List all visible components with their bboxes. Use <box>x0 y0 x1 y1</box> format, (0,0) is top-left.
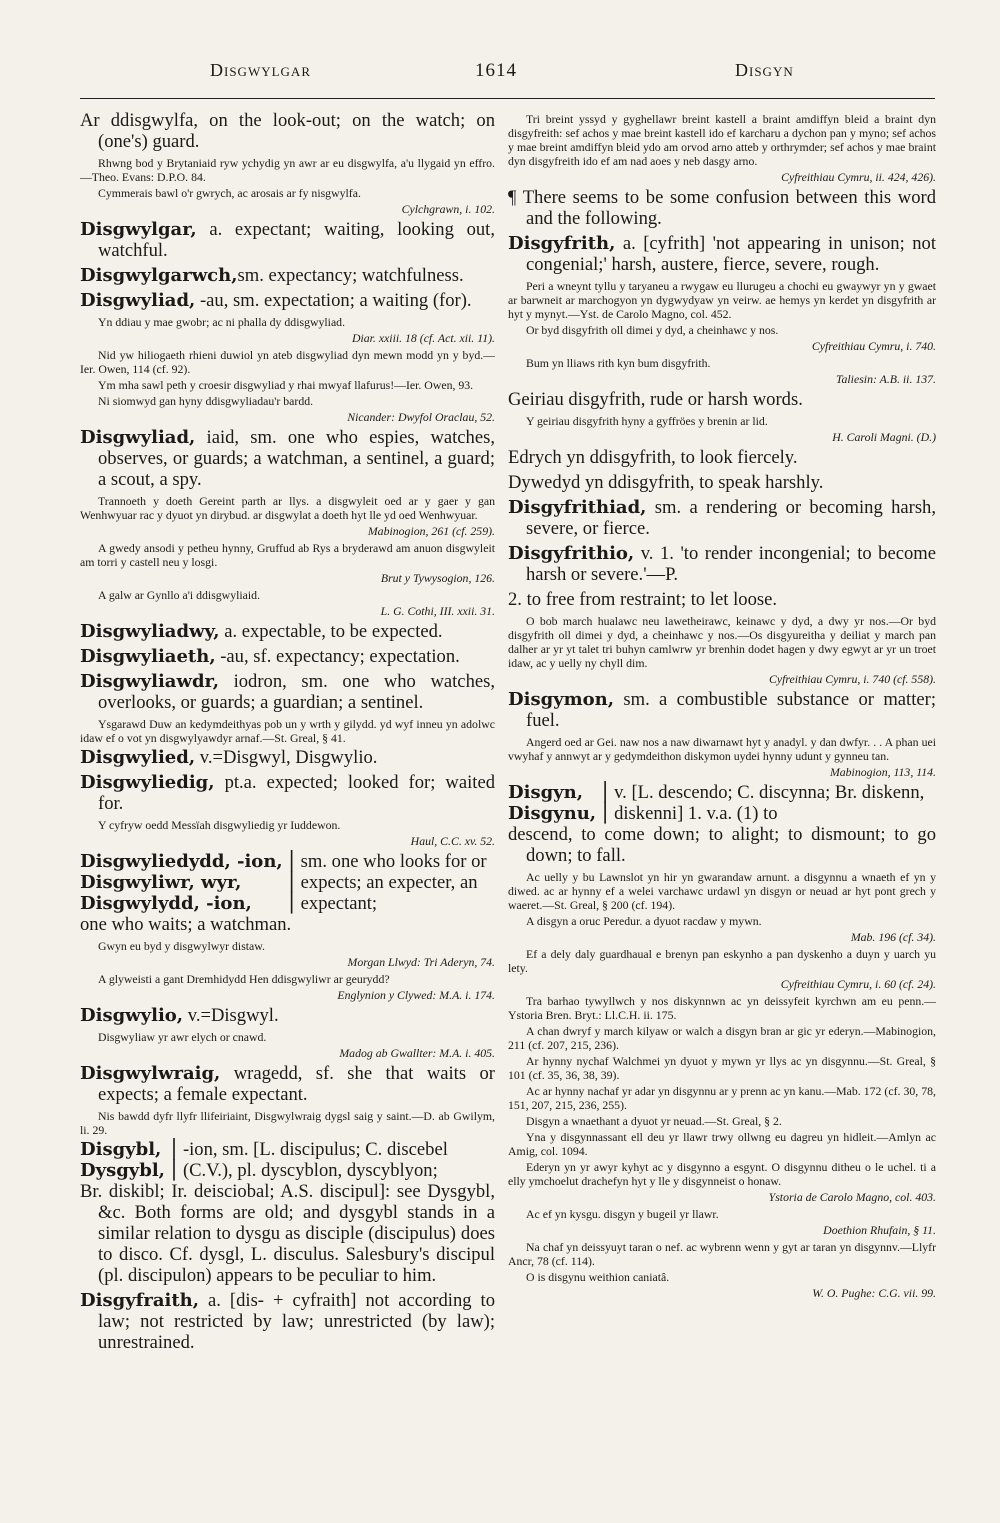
page-number: 1614 <box>475 60 517 81</box>
grouping-brace: ⎪ ⎪ ⎪ <box>284 851 299 913</box>
citation-source: Mabinogion, 261 (cf. 259). <box>367 524 495 538</box>
dictionary-entry <box>80 772 495 814</box>
dictionary-entry <box>508 543 936 585</box>
citation-quote: Yn ddiau y mae gwobr; ac ni phalla dy ddisgwyliad. <box>98 315 346 329</box>
citation-quote: Angerd oed ar Gei. naw nos a naw diwarnawt hyt y anadyl. y dan dwfyr. . . A phan uei vwyhaf y annwyt ar y gedymdeithon diskymon uydei hynny udunt y gynneu tan. <box>508 735 936 763</box>
headword: Disgwyliad, <box>80 427 196 448</box>
citation-source: Taliesin: A.B. ii. 137. <box>836 372 936 386</box>
headword: Disgwyliedydd, -ion, <box>80 851 283 872</box>
citation-source: L. G. Cothi, III. xxii. 31. <box>380 604 495 618</box>
citation-source: Cyfreithiau Cymru, i. 740 (cf. 558). <box>769 672 936 686</box>
entry-definition: v. [L. descendo; C. discynna; Br. diskenn, diskenni] 1. v.a. (1) to <box>614 782 925 824</box>
entry-definition: sm. a combustible substance or matter; fuel. <box>526 689 936 731</box>
entry-definition: iaid, sm. one who espies, watches, observes, or guards; a watchman, a sentinel, a guard; a scout, a spy. <box>98 427 495 490</box>
header-right-guideword: Disgyn <box>735 60 794 80</box>
headword: Disgynu, <box>508 803 597 824</box>
headword: Dysgybl, <box>80 1160 165 1181</box>
grouped-entry <box>508 782 936 824</box>
headword: Disgyn, <box>508 782 583 803</box>
entry-definition: wragedd, sf. she that waits or expects; a female expectant. <box>98 1063 495 1105</box>
citation-quote: A disgyn a oruc Peredur. a dyuot racdaw y mywn. <box>526 914 762 928</box>
grouped-headwords <box>508 782 596 824</box>
headword: Disgwylwraig, <box>80 1063 221 1084</box>
dictionary-entry <box>80 621 495 642</box>
dictionary-entry <box>508 187 936 229</box>
running-head <box>60 60 940 90</box>
citation-quote: Or byd disgyfrith oll dimei y dyd, a cheinhawc y nos. <box>526 323 779 337</box>
grouped-entry <box>80 851 495 914</box>
dictionary-entry <box>508 589 936 610</box>
headword: Disgwylydd, -ion, <box>80 893 252 914</box>
citation-quote: Trannoeth y doeth Gereint parth ar llys. a disgwyleit oed ar y gaer y gan Wenhwyuar rac y dyuot yn dirybud. ar disgwylat a doeth hyt lle yd oed Wenhwyuar. <box>80 494 495 522</box>
right-column <box>508 110 936 1470</box>
grouping-brace: ⎪ ⎪ <box>598 782 612 823</box>
entry-definition: Edrych yn ddisgyfrith, to look fiercely. <box>508 447 798 468</box>
citation-source: Ystoria de Carolo Magno, col. 403. <box>768 1190 936 1204</box>
entry-definition: a. [cyfrith] 'not appearing in unison; not congenial;' harsh, austere, fierce, severe, rough. <box>526 233 936 275</box>
headword: Disgwyliadwy, <box>80 621 220 642</box>
citation-quote: Nis bawdd dyfr llyfr llifeiriaint, Disgwylwraig dygsl saig y saint.—D. ab Gwilym, li. 29. <box>80 1109 495 1137</box>
citation-quote: O is disgynu weithion caniatâ. <box>526 1270 670 1284</box>
citation-quote: Nid yw hiliogaeth rhieni duwiol yn ateb disgwyliad dyn mewn modd yn y byd.—Ier. Owen, 114 (cf. 92). <box>80 348 495 376</box>
entry-definition: a. expectable, to be expected. <box>219 621 443 642</box>
citation-quote: Cymmerais bawl o'r gwrych, ac arosais ar fy nisgwylfa. <box>98 186 361 200</box>
citation-source: H. Caroli Magni. (D.) <box>832 430 936 444</box>
citation-quote: Ysgarawd Duw an kedymdeithyas pob un y wrth y gilydd. yd wyf inneu yn adolwc idaw ef o vot yn disgwylyawdyr arnaf.—St. Greal, § 41. <box>80 717 495 745</box>
citation-quote: Ar hynny nychaf Walchmei yn dyuot y mywn yr llys ac yn disgynnu.—St. Greal, § 101 (cf. 35, 36, 38, 39). <box>508 1054 936 1082</box>
dictionary-entry <box>508 389 936 410</box>
dictionary-entry <box>80 1181 495 1286</box>
citation-quote: Peri a wneynt tyllu y taryaneu a rwygaw eu llurugeu a chochi eu gwaywyr yn y gwaet ar barwneit ar marchogyon yn dygwydyaw yn veirw. ae hemys yn kerdet yn disgyfrith ar hyt y mynyt.—Yst. de Carolo Magno, col. 452. <box>508 279 936 321</box>
entry-definition: 2. to free from restraint; to let loose. <box>508 589 778 610</box>
headword: Disgwyliaeth, <box>80 646 216 667</box>
dictionary-entry <box>508 472 936 493</box>
grouping-brace: ⎪ ⎪ <box>167 1139 181 1180</box>
headword: Disgwyliedig, <box>80 772 215 793</box>
headword: Disgyfraith, <box>80 1290 200 1311</box>
headword: Disgybl, <box>80 1139 162 1160</box>
dictionary-entry <box>80 110 495 152</box>
citation-source: Brut y Tywysogion, 126. <box>380 571 495 585</box>
entry-definition: pt.a. expected; looked for; waited for. <box>98 772 495 814</box>
entry-definition: a. expectant; waiting, looking out, watchful. <box>98 219 495 261</box>
citation-source: Nicander: Dwyfol Oraclau, 52. <box>347 410 495 424</box>
citation-quote: Bum yn lliaws rith kyn bum disgyfrith. <box>526 356 711 370</box>
citation-quote: A gwedy ansodi y petheu hynny, Gruffud ab Rys a bryderawd am anuon disgwyleit am torri y castell neu y losgi. <box>80 541 495 569</box>
entry-definition: v. 1. 'to render incongenial; to become harsh or severe.'—P. <box>526 543 936 585</box>
dictionary-entry <box>80 1005 495 1026</box>
left-column <box>80 110 495 1450</box>
grouped-headwords <box>80 851 283 914</box>
entry-definition: v.=Disgwyl, Disgwylio. <box>195 747 378 768</box>
headword: Disgymon, <box>508 689 615 710</box>
dictionary-entry <box>80 747 495 768</box>
citation-quote: Y cyfryw oedd Messïah disgwyliedig yr Iuddewon. <box>98 818 341 832</box>
entry-definition: sm. a rendering or becoming harsh, severe, or fierce. <box>526 497 936 539</box>
headword: Disgwylgar, <box>80 219 197 240</box>
citation-quote: A glyweisti a gant Dremhidydd Hen ddisgwyliwr ar geurydd? <box>98 972 390 986</box>
dictionary-entry <box>80 646 495 667</box>
entry-definition: -ion, sm. [L. discipulus; C. discebel (C.V.), pl. dyscyblon, dyscyblyon; <box>182 1139 448 1181</box>
citation-quote: O bob march hualawc neu lawetheirawc, keinawc y dyd, a dwy yr nos.—Or byd disgyfrith oll dimei y dyd, a cheinhawc y nos.—Os disgyureitha y deiliat y march pan dalher ar yr yt talet tri buhyn camlwrw yr brenhin dodet hagen y dwy egwyt ar yr un troet idaw, ac y uelly ny chyll dim. <box>508 614 936 670</box>
citation-source: Mab. 196 (cf. 34). <box>850 930 936 944</box>
dictionary-entry <box>80 671 495 713</box>
header-left-guideword: Disgwylgar <box>210 60 311 80</box>
citation-quote: Yna y disgynnassant ell deu yr llawr trwy ollwng eu dagreu yn hidleit.—Amlyn ac Amig, col. 1094. <box>508 1130 936 1158</box>
citation-source: Cylchgrawn, i. 102. <box>401 202 495 216</box>
dictionary-entry <box>80 1290 495 1353</box>
citation-source: Haul, C.C. xv. 52. <box>410 834 495 848</box>
headword: Disgwyliawdr, <box>80 671 219 692</box>
citation-source: Cyfreithiau Cymru, ii. 424, 426). <box>781 170 936 184</box>
entry-definition: a. [dis- + cyfraith] not according to law; not restricted by law; unrestricted (by law); unrestrained. <box>98 1290 495 1353</box>
citation-quote: Disgyn a wnaethant a dyuot yr neuad.—St. Greal, § 2. <box>526 1114 782 1128</box>
entry-definition: descend, to come down; to alight; to dismount; to go down; to fall. <box>508 824 936 866</box>
headword: Disgyfrithio, <box>508 543 635 564</box>
citation-quote: A chan dwryf y march kilyaw or walch a disgyn bran ar gic yr ederyn.—Mabinogion, 211 (cf. 207, 215, 236). <box>508 1024 936 1052</box>
headword: Disgwyliwr, wyr, <box>80 872 242 893</box>
citation-quote: Y geiriau disgyfrith hyny a gyffröes y brenin ar lid. <box>526 414 768 428</box>
entry-definition: -au, sf. expectancy; expectation. <box>215 646 460 667</box>
entry-definition: v.=Disgwyl. <box>183 1005 279 1026</box>
dictionary-entry <box>80 290 495 311</box>
dictionary-entry <box>80 265 495 286</box>
headword: Disgyfrithiad, <box>508 497 647 518</box>
citation-source: Doethion Rhufain, § 11. <box>823 1223 936 1237</box>
dictionary-entry <box>508 233 936 275</box>
dictionary-entry <box>80 427 495 490</box>
entry-definition: sm. expectancy; watchfulness. <box>237 265 464 286</box>
entry-definition: ¶ There seems to be some confusion between this word and the following. <box>508 187 936 229</box>
citation-source: Morgan Llwyd: Tri Aderyn, 74. <box>347 955 495 969</box>
citation-quote: Ef a dely daly guardhaual e brenyn pan eskynho a pan dyskenho a duyn y uarch yu lety. <box>508 947 936 975</box>
headword: Disgwylio, <box>80 1005 184 1026</box>
citation-source: Mabinogion, 113, 114. <box>829 765 936 779</box>
citation-source: W. O. Pughe: C.G. vii. 99. <box>812 1286 936 1300</box>
grouped-entry <box>80 1139 495 1181</box>
entry-definition: Geiriau disgyfrith, rude or harsh words. <box>508 389 803 410</box>
citation-quote: Tra barhao tywyllwch y nos diskynnwn ac yn deissyfeit kyrchwn am eu penn.—Ystoria Bren. Bryt.: Ll.C.H. ii. 175. <box>508 994 936 1022</box>
headword: Disgwylgarwch, <box>80 265 238 286</box>
citation-source: Madog ab Gwallter: M.A. i. 405. <box>339 1046 495 1060</box>
headword: Disgwyliad, <box>80 290 196 311</box>
grouped-headwords <box>80 1139 165 1181</box>
dictionary-entry <box>508 497 936 539</box>
dictionary-entry <box>80 914 495 935</box>
citation-quote: Tri breint yssyd y gyghellawr breint kastell a braint amdiffyn bleid a braint dyn disgyfreith: sef achos y mae breint kastell ido ef karcharu a dychon pan y myno; sef achos y mae breint amdiffyn bleid ydo am orvod arno atteb y orthrymder; sef achos y mae braint dyn disgyfreith ido ef am nad aoes y neb dasgy arno. <box>508 112 936 168</box>
entry-definition: sm. one who looks for or expects; an expecter, an expectant; <box>300 851 487 914</box>
citation-quote: Ym mha sawl peth y croesir disgwyliad y rhai mwyaf llafurus!—Ier. Owen, 93. <box>98 378 474 392</box>
entry-definition: Ar ddisgwylfa, on the look-out; on the watch; on (one's) guard. <box>80 110 495 152</box>
citation-quote: A galw ar Gynllo a'i ddisgwyliaid. <box>98 588 261 602</box>
citation-source: Cyfreithiau Cymru, i. 60 (cf. 24). <box>780 977 936 991</box>
citation-quote: Ni siomwyd gan hyny ddisgwyliadau'r bardd. <box>98 394 314 408</box>
citation-source: Diar. xxiii. 18 (cf. Act. xii. 11). <box>351 331 495 345</box>
citation-quote: Ac uelly y bu Lawnslot yn hir yn gwarandaw arnunt. a disgynnu a wnaeth ef yn y diwed. ac ar hynny ef a welei varchawc urdawl yn disgyn or neuad ar hyt pont grech y waeret.—St. Greal, § 200 (cf. 194). <box>508 870 936 912</box>
entry-definition: -au, sm. expectation; a waiting (for). <box>195 290 472 311</box>
citation-quote: Ac ar hynny nachaf yr adar yn disgynnu ar y prenn ac yn kanu.—Mab. 172 (cf. 30, 78, 151, 207, 215, 236, 255). <box>508 1084 936 1112</box>
entry-definition: one who waits; a watchman. <box>80 914 292 935</box>
citation-quote: Rhwng bod y Brytaniaid ryw ychydig yn awr ar eu disgwylfa, a'u llygaid yn effro.—Theo. Evans: D.P.O. 84. <box>80 156 495 184</box>
dictionary-entry <box>508 689 936 731</box>
citation-quote: Ederyn yn yr awyr kyhyt ac y disgynno a esgynt. O disgynnu ditheu o le uchel. ti a elly ymchoelut drachefyn hyt y lle y disgynneist o honaw. <box>508 1160 936 1188</box>
dictionary-entry <box>80 1063 495 1105</box>
citation-quote: Disgwyliaw yr awr elych or cnawd. <box>98 1030 267 1044</box>
headword: Disgwylied, <box>80 747 196 768</box>
header-rule <box>80 98 935 99</box>
citation-quote: Gwyn eu byd y disgwylwyr distaw. <box>98 939 265 953</box>
citation-source: Cyfreithiau Cymru, i. 740. <box>811 339 936 353</box>
entry-definition: Br. diskibl; Ir. deisciobal; A.S. discipul]: see Dysgybl, &c. Both forms are old; and dysgybl stands in a similar relation to dysgu as disciple (discipulus) does to disco. Cf. dysgl, L. disculus. Salesbury's discipul (pl. discipulon) appears to be peculiar to him. <box>80 1181 495 1286</box>
dictionary-entry <box>508 447 936 468</box>
entry-definition: Dywedyd yn ddisgyfrith, to speak harshly. <box>508 472 824 493</box>
dictionary-entry <box>508 824 936 866</box>
entry-definition: iodron, sm. one who watches, overlooks, or guards; a guardian; a sentinel. <box>98 671 495 713</box>
citation-quote: Na chaf yn deissyuyt taran o nef. ac wybrenn wenn y gyt ar taran yn disgynnv.—Llyfr Ancr, 78 (cf. 114). <box>508 1240 936 1268</box>
dictionary-entry <box>80 219 495 261</box>
citation-source: Englynion y Clywed: M.A. i. 174. <box>337 988 495 1002</box>
headword: Disgyfrith, <box>508 233 616 254</box>
citation-quote: Ac ef yn kysgu. disgyn y bugeil yr llawr. <box>526 1207 719 1221</box>
